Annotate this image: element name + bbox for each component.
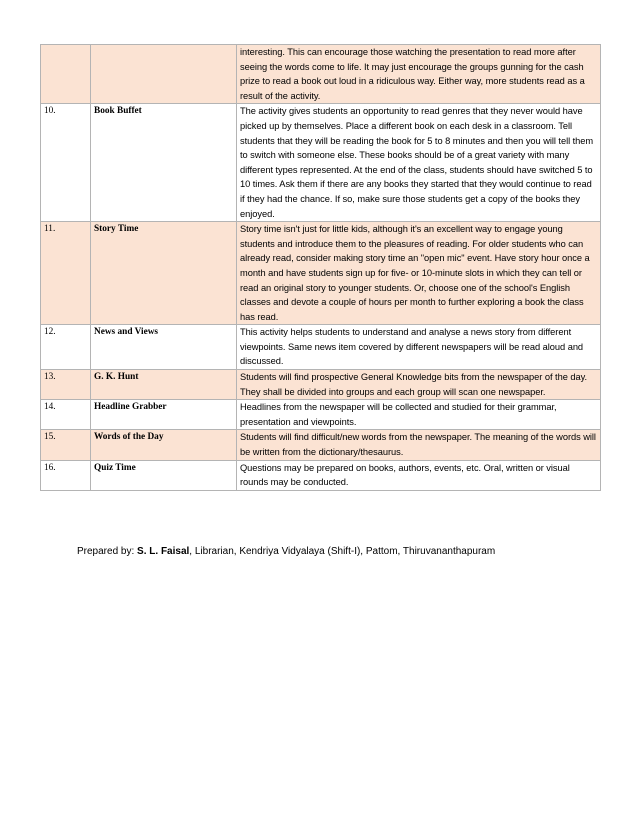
activity-description: Story time isn't just for little kids, although it's an excellent way to engage young students and introduce them to the pleasures of reading. For older students who can already read, consider making story time an "open mic" event. Have story hour once a month and have students sign up for five- or 10-minute slots in which they can tell or read an original story to younger students. Or, choose one of the school's English classes and devote a couple of hours per month to further exploring a book the class has read.: [237, 222, 601, 325]
prepared-by-credit: [77, 546, 495, 557]
table-row: [41, 104, 601, 222]
prepared-by-label: Prepared by:: [77, 546, 138, 557]
activity-description: The activity gives students an opportunity to read genres that they never would have picked up by themselves. Place a different book on each desk in a classroom. Tell students that they will be reading the book for 5 to 8 minutes and then you will tell them to switch with someone else. These books should be of a great variety with many different types represented. At the end of the class, students should have switched 5 to 10 times. Ask them if there are any books they started that they would continue to read if they had the chance. If so, make sure those students get a copy of the books they enjoyed.: [237, 104, 601, 222]
author-affiliation: , Librarian, Kendriya Vidyalaya (Shift-I), Pattom, Thiruvananthapuram: [189, 546, 496, 557]
activity-title: Headline Grabber: [91, 400, 237, 430]
row-number: 13.: [41, 370, 91, 400]
activity-title: Words of the Day: [91, 430, 237, 460]
table-row: [41, 430, 601, 460]
table-row: [41, 45, 601, 104]
activity-title: Book Buffet: [91, 104, 237, 222]
row-number: 16.: [41, 460, 91, 490]
activity-description: Students will find prospective General Knowledge bits from the newspaper of the day. They shall be divided into groups and each group will scan one newspaper.: [237, 370, 601, 400]
table-row: [41, 400, 601, 430]
activities-table: [40, 44, 601, 491]
activity-description: Students will find difficult/new words from the newspaper. The meaning of the words will be written from the dictionary/thesaurus.: [237, 430, 601, 460]
activity-title: G. K. Hunt: [91, 370, 237, 400]
activity-title: [91, 45, 237, 104]
row-number: 14.: [41, 400, 91, 430]
activity-title: News and Views: [91, 325, 237, 370]
activity-description: Questions may be prepared on books, authors, events, etc. Oral, written or visual rounds may be conducted.: [237, 460, 601, 490]
activity-description: This activity helps students to understand and analyse a news story from different viewpoints. Same news item covered by different newspapers will be read aloud and discussed.: [237, 325, 601, 370]
author-name: S. L. Faisal: [137, 546, 190, 557]
row-number: 15.: [41, 430, 91, 460]
row-number: 10.: [41, 104, 91, 222]
row-number: 12.: [41, 325, 91, 370]
table-row: [41, 222, 601, 325]
activity-description: Headlines from the newspaper will be collected and studied for their grammar, presentation and viewpoints.: [237, 400, 601, 430]
table-row: [41, 370, 601, 400]
row-number: [41, 45, 91, 104]
activity-title: Quiz Time: [91, 460, 237, 490]
table-row: [41, 325, 601, 370]
table-row: [41, 460, 601, 490]
activity-description: interesting. This can encourage those watching the presentation to read more after seeing the words come to life. It may just encourage the groups gunning for the cash prize to read a book out loud in a ridiculous way. Either way, more students read as a result of the activity.: [237, 45, 601, 104]
row-number: 11.: [41, 222, 91, 325]
activity-title: Story Time: [91, 222, 237, 325]
